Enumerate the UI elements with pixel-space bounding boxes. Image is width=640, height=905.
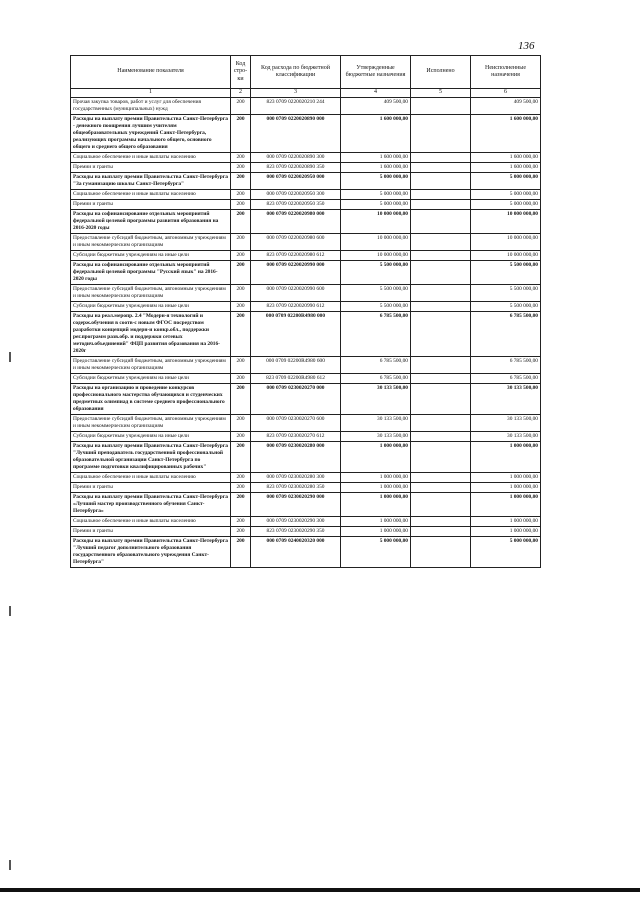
- header-row: [71, 56, 541, 89]
- table-row: [71, 482, 541, 492]
- row-approved-cell: 5 000 000,00: [341, 189, 411, 199]
- row-remaining-cell: 1 600 000,00: [471, 162, 541, 172]
- row-executed-cell: [411, 516, 471, 526]
- row-executed-cell: [411, 526, 471, 536]
- row-remaining-cell: 6 785 500,00: [471, 311, 541, 356]
- row-executed-cell: [411, 233, 471, 250]
- column-number: 4: [341, 89, 411, 98]
- row-expense-code-cell: 000 0709 0230020290 300: [251, 516, 341, 526]
- row-name-cell: Социальное обеспечение и иные выплаты населению: [71, 189, 231, 199]
- row-expense-code-cell: 000 0709 0230020280 300: [251, 472, 341, 482]
- row-remaining-cell: 1 000 000,00: [471, 526, 541, 536]
- table-body: [71, 97, 541, 567]
- table-row: [71, 441, 541, 472]
- row-approved-cell: 30 133 500,00: [341, 414, 411, 431]
- row-executed-cell: [411, 189, 471, 199]
- row-expense-code-cell: 000 0709 02200R4980 600: [251, 356, 341, 373]
- table-row: [71, 199, 541, 209]
- row-executed-cell: [411, 162, 471, 172]
- table-row: [71, 536, 541, 567]
- row-name-cell: Премии и гранты: [71, 162, 231, 172]
- row-line-code-cell: 200: [231, 383, 251, 414]
- row-line-code-cell: 200: [231, 516, 251, 526]
- row-name-cell: Субсидии бюджетным учреждениям на иные цели: [71, 431, 231, 441]
- row-approved-cell: 1 000 000,00: [341, 472, 411, 482]
- row-remaining-cell: 5 000 000,00: [471, 172, 541, 189]
- row-expense-code-cell: 000 0709 0230020280 000: [251, 441, 341, 472]
- row-remaining-cell: 5 000 000,00: [471, 189, 541, 199]
- row-remaining-cell: 30 133 500,00: [471, 383, 541, 414]
- row-name-cell: Расходы на софинансирование отдельных мероприятий федеральной целевой программы развития образования на 2016-2020 годы: [71, 209, 231, 233]
- row-line-code-cell: 200: [231, 492, 251, 516]
- row-executed-cell: [411, 260, 471, 284]
- row-executed-cell: [411, 383, 471, 414]
- row-remaining-cell: 10 000 000,00: [471, 233, 541, 250]
- row-name-cell: Предоставление субсидий бюджетным, автономным учреждениям и иным некоммерческим организациям: [71, 356, 231, 373]
- row-name-cell: Расходы на софинансирование отдельных мероприятий федеральной целевой программы "Русский язык" на 2016-2020 годы: [71, 260, 231, 284]
- row-executed-cell: [411, 250, 471, 260]
- row-approved-cell: 5 500 000,00: [341, 301, 411, 311]
- row-executed-cell: [411, 356, 471, 373]
- table-row: [71, 209, 541, 233]
- header-remaining: Неисполненные назначения: [471, 56, 541, 89]
- row-approved-cell: 1 000 000,00: [341, 441, 411, 472]
- row-expense-code-cell: 823 0709 0230020280 350: [251, 482, 341, 492]
- row-name-cell: Премии и гранты: [71, 526, 231, 536]
- row-approved-cell: 10 000 000,00: [341, 209, 411, 233]
- scan-margin-mark: [9, 352, 11, 362]
- column-number: 2: [231, 89, 251, 98]
- row-name-cell: Социальное обеспечение и иные выплаты населению: [71, 472, 231, 482]
- row-approved-cell: 10 000 000,00: [341, 233, 411, 250]
- row-line-code-cell: 200: [231, 284, 251, 301]
- row-expense-code-cell: 000 0709 0220020990 000: [251, 260, 341, 284]
- row-expense-code-cell: 000 0709 02200R4980 000: [251, 311, 341, 356]
- row-remaining-cell: 1 000 000,00: [471, 441, 541, 472]
- row-name-cell: Социальное обеспечение и иные выплаты населению: [71, 152, 231, 162]
- row-name-cell: Прочая закупка товаров, работ и услуг для обеспечения государственных (муниципальных) нужд: [71, 97, 231, 114]
- row-name-cell: Расходы на реал.меропр. 2.4 "Модерн-я технологий и содерж.обучения в соотв-с новым ФГОС посредством разработки концепций модерн-и конкр.обл., поддержки рег.программ разв.обр. и поддержки сетевых методич.объединений" ФЦП развития образования на 2016-2020г: [71, 311, 231, 356]
- row-approved-cell: 30 133 500,00: [341, 431, 411, 441]
- row-approved-cell: 1 000 000,00: [341, 516, 411, 526]
- row-expense-code-cell: 000 0709 0240020320 000: [251, 536, 341, 567]
- row-name-cell: Расходы на выплату премии Правительства Санкт-Петербурга «Лучший мастер производственного обучения Санкт-Петербурга»: [71, 492, 231, 516]
- row-expense-code-cell: 000 0709 0230020270 600: [251, 414, 341, 431]
- row-expense-code-cell: 823 0709 02200R4980 612: [251, 373, 341, 383]
- row-expense-code-cell: 000 0709 0230020290 000: [251, 492, 341, 516]
- row-remaining-cell: 5 500 000,00: [471, 284, 541, 301]
- row-executed-cell: [411, 492, 471, 516]
- row-line-code-cell: 200: [231, 311, 251, 356]
- row-remaining-cell: 5 000 000,00: [471, 536, 541, 567]
- row-remaining-cell: 1 600 000,00: [471, 114, 541, 152]
- table-row: [71, 472, 541, 482]
- row-line-code-cell: 200: [231, 189, 251, 199]
- row-approved-cell: 30 133 500,00: [341, 383, 411, 414]
- row-name-cell: Расходы на выплату премии Правительства Санкт-Петербурга "Лучший преподаватель государственной профессиональной образовательной организации Санкт-Петербурга по программе подготовки квалифицированных рабочих": [71, 441, 231, 472]
- row-remaining-cell: 10 000 000,00: [471, 250, 541, 260]
- row-executed-cell: [411, 209, 471, 233]
- row-line-code-cell: 200: [231, 536, 251, 567]
- row-approved-cell: 6 785 500,00: [341, 311, 411, 356]
- column-number: 3: [251, 89, 341, 98]
- row-expense-code-cell: 000 0709 0220020990 600: [251, 284, 341, 301]
- scan-edge-bar: [0, 888, 640, 892]
- table-row: [71, 152, 541, 162]
- table-row: [71, 97, 541, 114]
- row-approved-cell: 5 000 000,00: [341, 536, 411, 567]
- row-approved-cell: 5 000 000,00: [341, 172, 411, 189]
- row-name-cell: Предоставление субсидий бюджетным, автономным учреждениям и иным некоммерческим организациям: [71, 414, 231, 431]
- row-executed-cell: [411, 482, 471, 492]
- table-row: [71, 492, 541, 516]
- row-line-code-cell: 200: [231, 526, 251, 536]
- row-remaining-cell: 30 133 500,00: [471, 414, 541, 431]
- row-approved-cell: 1 000 000,00: [341, 482, 411, 492]
- row-approved-cell: 5 000 000,00: [341, 199, 411, 209]
- row-name-cell: Субсидии бюджетным учреждениям на иные цели: [71, 301, 231, 311]
- budget-report-table: [70, 55, 541, 568]
- row-executed-cell: [411, 301, 471, 311]
- scan-margin-mark: [9, 860, 11, 870]
- table-row: [71, 233, 541, 250]
- row-remaining-cell: 6 785 500,00: [471, 373, 541, 383]
- row-expense-code-cell: 000 0709 0220020890 300: [251, 152, 341, 162]
- row-remaining-cell: 5 000 000,00: [471, 199, 541, 209]
- header-indicator-name: Наименование показателя: [71, 56, 231, 89]
- header-executed: Исполнено: [411, 56, 471, 89]
- row-line-code-cell: 200: [231, 482, 251, 492]
- row-line-code-cell: 200: [231, 472, 251, 482]
- row-approved-cell: 6 785 500,00: [341, 356, 411, 373]
- row-line-code-cell: 200: [231, 199, 251, 209]
- row-line-code-cell: 200: [231, 162, 251, 172]
- row-expense-code-cell: 823 0709 0220020990 612: [251, 301, 341, 311]
- row-line-code-cell: 200: [231, 356, 251, 373]
- row-executed-cell: [411, 152, 471, 162]
- header-approved: Утвержденные бюджетные назначения: [341, 56, 411, 89]
- row-line-code-cell: 200: [231, 250, 251, 260]
- row-line-code-cell: 200: [231, 414, 251, 431]
- row-line-code-cell: 200: [231, 260, 251, 284]
- row-approved-cell: 1 000 000,00: [341, 492, 411, 516]
- row-executed-cell: [411, 199, 471, 209]
- row-line-code-cell: 200: [231, 97, 251, 114]
- table-row: [71, 356, 541, 373]
- scan-margin-mark: [9, 606, 11, 616]
- row-remaining-cell: 30 133 500,00: [471, 431, 541, 441]
- row-remaining-cell: 1 000 000,00: [471, 482, 541, 492]
- row-approved-cell: 10 000 000,00: [341, 250, 411, 260]
- row-name-cell: Субсидии бюджетным учреждениям на иные цели: [71, 250, 231, 260]
- row-line-code-cell: 200: [231, 152, 251, 162]
- table-row: [71, 516, 541, 526]
- row-executed-cell: [411, 284, 471, 301]
- row-approved-cell: 6 785 500,00: [341, 373, 411, 383]
- row-executed-cell: [411, 373, 471, 383]
- row-line-code-cell: 200: [231, 114, 251, 152]
- row-executed-cell: [411, 472, 471, 482]
- page-number: 136: [518, 40, 535, 52]
- row-line-code-cell: 200: [231, 301, 251, 311]
- column-number: 1: [71, 89, 231, 98]
- row-name-cell: Расходы на выплату премии Правительства Санкт-Петербурга "За гуманизацию школы Санкт-Петербурга": [71, 172, 231, 189]
- table-row: [71, 284, 541, 301]
- row-remaining-cell: 1 000 000,00: [471, 492, 541, 516]
- table-row: [71, 526, 541, 536]
- row-executed-cell: [411, 414, 471, 431]
- table-row: [71, 172, 541, 189]
- row-name-cell: Расходы на выплату премии Правительства Санкт-Петербурга "Лучший педагог дополнительного образования государственного образовательного учреждения Санкт-Петербурга": [71, 536, 231, 567]
- row-name-cell: Премии и гранты: [71, 199, 231, 209]
- row-remaining-cell: 5 500 000,00: [471, 301, 541, 311]
- row-executed-cell: [411, 311, 471, 356]
- table-row: [71, 373, 541, 383]
- row-approved-cell: 5 500 000,00: [341, 284, 411, 301]
- row-approved-cell: 5 500 000,00: [341, 260, 411, 284]
- row-executed-cell: [411, 431, 471, 441]
- row-approved-cell: 409 500,00: [341, 97, 411, 114]
- row-expense-code-cell: 823 0709 0230020270 612: [251, 431, 341, 441]
- row-expense-code-cell: 823 0709 0220020210 244: [251, 97, 341, 114]
- table-row: [71, 414, 541, 431]
- row-line-code-cell: 200: [231, 373, 251, 383]
- row-executed-cell: [411, 114, 471, 152]
- table-row: [71, 311, 541, 356]
- row-remaining-cell: 1 600 000,00: [471, 152, 541, 162]
- row-executed-cell: [411, 172, 471, 189]
- row-line-code-cell: 200: [231, 431, 251, 441]
- row-expense-code-cell: 823 0709 0220020950 350: [251, 199, 341, 209]
- table-row: [71, 114, 541, 152]
- column-number-row: [71, 89, 541, 98]
- table-row: [71, 250, 541, 260]
- row-expense-code-cell: 823 0709 0220020890 350: [251, 162, 341, 172]
- row-remaining-cell: 10 000 000,00: [471, 209, 541, 233]
- table-row: [71, 431, 541, 441]
- row-expense-code-cell: 000 0709 0230020270 000: [251, 383, 341, 414]
- table-row: [71, 301, 541, 311]
- row-name-cell: Расходы на выплату премии Правительства Санкт-Петербурга - денежного поощрения лучшим учителям общеобразовательных учреждений Санкт-Петербурга, реализующих программы начального общего, основного общего и среднего общего образования: [71, 114, 231, 152]
- table-row: [71, 162, 541, 172]
- row-approved-cell: 1 600 000,00: [341, 162, 411, 172]
- row-line-code-cell: 200: [231, 209, 251, 233]
- column-number: 6: [471, 89, 541, 98]
- row-name-cell: Субсидии бюджетным учреждениям на иные цели: [71, 373, 231, 383]
- row-expense-code-cell: 823 0709 0220020980 612: [251, 250, 341, 260]
- row-approved-cell: 1 000 000,00: [341, 526, 411, 536]
- header-line-code: Код стро-ки: [231, 56, 251, 89]
- row-remaining-cell: 1 000 000,00: [471, 516, 541, 526]
- row-expense-code-cell: 000 0709 0220020890 000: [251, 114, 341, 152]
- table-row: [71, 260, 541, 284]
- row-remaining-cell: 409 500,00: [471, 97, 541, 114]
- row-remaining-cell: 1 000 000,00: [471, 472, 541, 482]
- row-name-cell: Расходы на организацию и проведение конкурсов профессионального мастерства обучающихся и студенческих предметных олимпиад в системе среднего профессионального образования: [71, 383, 231, 414]
- row-remaining-cell: 6 785 500,00: [471, 356, 541, 373]
- table-row: [71, 383, 541, 414]
- header-expense-code: Код расхода по бюджетной классификации: [251, 56, 341, 89]
- row-executed-cell: [411, 441, 471, 472]
- row-expense-code-cell: 823 0709 0230020290 350: [251, 526, 341, 536]
- row-name-cell: Предоставление субсидий бюджетным, автономным учреждениям и иным некоммерческим организациям: [71, 233, 231, 250]
- row-expense-code-cell: 000 0709 0220020980 000: [251, 209, 341, 233]
- row-executed-cell: [411, 536, 471, 567]
- row-expense-code-cell: 000 0709 0220020980 600: [251, 233, 341, 250]
- row-line-code-cell: 200: [231, 172, 251, 189]
- row-name-cell: Предоставление субсидий бюджетным, автономным учреждениям и иным некоммерческим организациям: [71, 284, 231, 301]
- row-remaining-cell: 5 500 000,00: [471, 260, 541, 284]
- row-executed-cell: [411, 97, 471, 114]
- row-line-code-cell: 200: [231, 233, 251, 250]
- table-row: [71, 189, 541, 199]
- row-name-cell: Социальное обеспечение и иные выплаты населению: [71, 516, 231, 526]
- column-number: 5: [411, 89, 471, 98]
- row-approved-cell: 1 600 000,00: [341, 114, 411, 152]
- row-line-code-cell: 200: [231, 441, 251, 472]
- row-expense-code-cell: 000 0709 0220020950 300: [251, 189, 341, 199]
- row-expense-code-cell: 000 0709 0220020950 000: [251, 172, 341, 189]
- row-name-cell: Премии и гранты: [71, 482, 231, 492]
- row-approved-cell: 1 600 000,00: [341, 152, 411, 162]
